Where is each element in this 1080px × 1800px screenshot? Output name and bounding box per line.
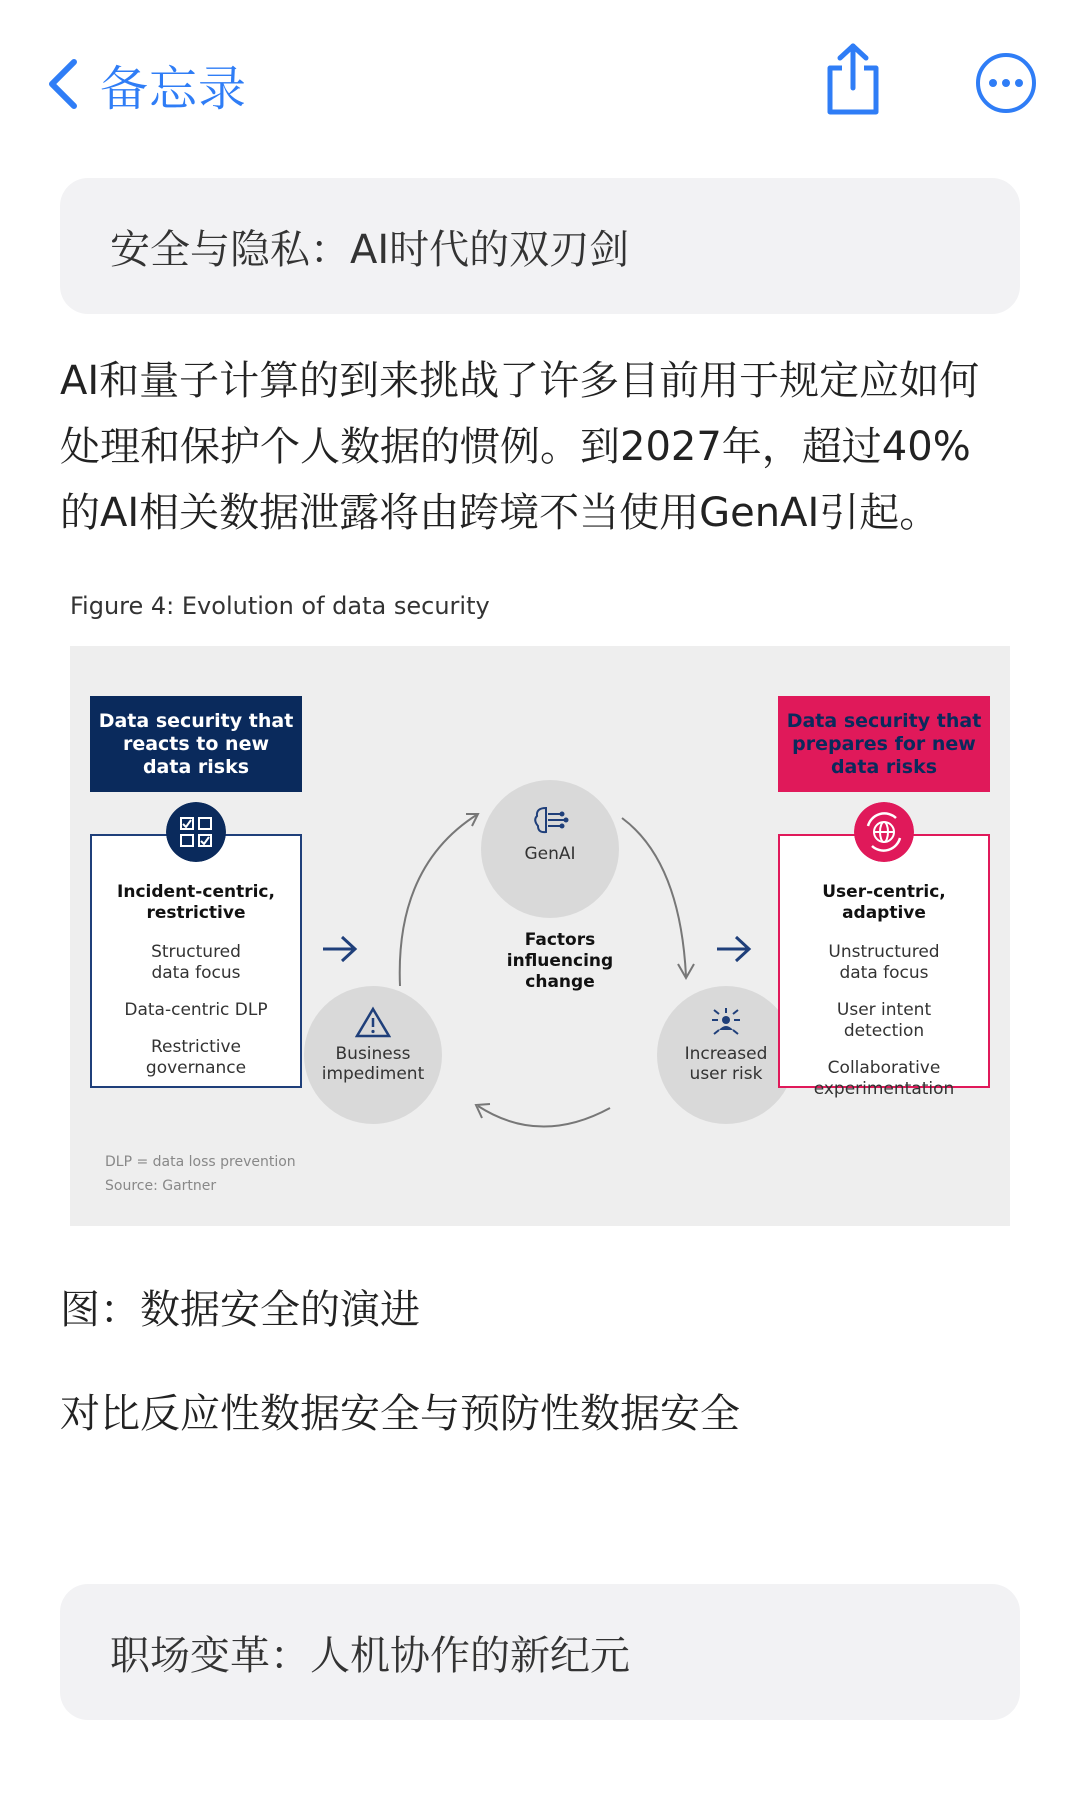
more-icon[interactable] [975, 52, 1037, 114]
navigation-bar [0, 0, 1080, 160]
user-risk-circle [657, 986, 795, 1124]
left-item-line: Data-centric DLP [124, 1000, 268, 1020]
business-line: Business [335, 1044, 411, 1064]
left-title-line: Incident-centric, [117, 882, 275, 902]
business-impediment-circle [304, 986, 442, 1124]
right-item-line: experimentation [813, 1079, 955, 1099]
right-item-line: Unstructured [828, 942, 940, 962]
section-heading: 安全与隐私：AI时代的双刃剑 [110, 226, 630, 273]
paragraph-line: AI和量子计算的到来挑战了许多目前用于规定应如何 [60, 358, 980, 404]
right-item-line: data focus [839, 963, 929, 983]
brain-circuit-icon [530, 804, 570, 836]
center-line: Factors [524, 930, 596, 950]
back-button[interactable] [44, 48, 247, 120]
figure-caption: 图：数据安全的演进 [60, 1287, 420, 1333]
left-item-line: Structured [151, 942, 241, 962]
left-header-line: data risks [142, 755, 250, 778]
user-network-icon [708, 1006, 744, 1038]
figure-description: 对比反应性数据安全与预防性数据安全 [60, 1391, 740, 1437]
right-item-line: detection [843, 1021, 925, 1041]
section-heading-callout [60, 1584, 1020, 1720]
left-title-line: restrictive [146, 903, 246, 923]
share-icon[interactable] [824, 42, 882, 116]
center-line: change [525, 972, 595, 992]
left-header-line: reacts to new [122, 732, 270, 755]
left-item-line: governance [145, 1058, 247, 1078]
section-heading: 职场变革：人机协作的新纪元 [110, 1632, 630, 1679]
right-header-line: data risks [830, 755, 938, 778]
right-box [778, 834, 990, 1099]
user-risk-line: Increased [684, 1044, 768, 1064]
right-item-line: Collaborative [827, 1058, 941, 1078]
right-header-line: prepares for new [792, 732, 976, 755]
right-item [780, 942, 988, 984]
warning-icon [355, 1006, 391, 1038]
right-title-line: User-centric, [822, 882, 946, 902]
left-item-line: data focus [151, 963, 241, 983]
cycle-center-label [490, 930, 630, 993]
right-item [780, 1058, 988, 1100]
paragraph-line: 处理和保护个人数据的惯例。到2027年，超过40% [60, 424, 971, 470]
center-line: influencing [506, 951, 614, 971]
left-item-line: Restrictive [151, 1037, 241, 1057]
figure-image [70, 646, 1010, 1226]
right-box-title [780, 882, 988, 924]
user-risk-line: user risk [689, 1064, 763, 1084]
right-header-line: Data security that [786, 709, 982, 732]
figure-footnote: DLP = data loss prevention [105, 1154, 296, 1170]
left-header-line: Data security that [98, 709, 294, 732]
refresh-globe-icon [854, 802, 914, 862]
section-heading-callout [60, 178, 1020, 314]
figure-title: Figure 4: Evolution of data security [70, 592, 490, 620]
genai-label: GenAI [524, 844, 576, 864]
back-label[interactable]: 备忘录 [100, 60, 248, 117]
paragraph-line: 的AI相关数据泄露将由跨境不当使用GenAI引起。 [60, 490, 940, 536]
chevron-left-icon[interactable] [44, 54, 84, 114]
genai-circle [481, 780, 619, 918]
right-item-line: User intent [836, 1000, 932, 1020]
business-line: impediment [321, 1064, 425, 1084]
right-title-line: adaptive [842, 903, 926, 923]
right-item [780, 1000, 988, 1042]
figure-source: Source: Gartner [105, 1178, 217, 1194]
body-paragraph [60, 348, 1020, 546]
right-box-header [778, 696, 990, 792]
